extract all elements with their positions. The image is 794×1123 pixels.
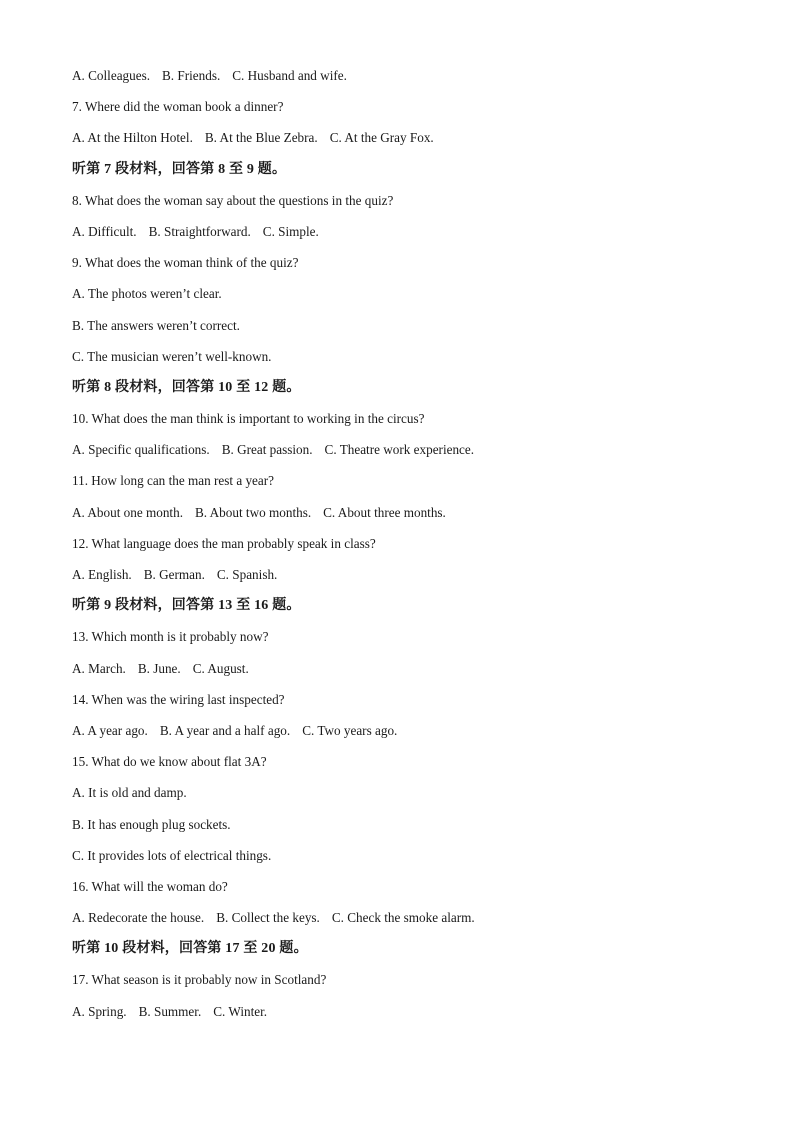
question-text: C. It provides lots of electrical things. <box>72 847 272 863</box>
answer-option: C. About three months. <box>323 504 446 520</box>
answer-options-row <box>72 908 732 939</box>
question-text: B. The answers weren’t correct. <box>72 317 240 333</box>
answer-option: A. At the Hilton Hotel. <box>72 130 193 146</box>
answer-options-row <box>72 565 732 596</box>
answer-options-row <box>72 128 732 159</box>
question-text: C. The musician weren’t well-known. <box>72 348 272 364</box>
answer-options-row <box>72 66 732 97</box>
answer-option: C. Simple. <box>262 223 319 239</box>
answer-option: A. Specific qualifications. <box>72 442 210 458</box>
answer-option: B. June. <box>137 660 181 676</box>
question-text: 7. Where did the woman book a dinner? <box>72 99 284 115</box>
answer-options-row <box>72 440 732 471</box>
question-text: 14. When was the wiring last inspected? <box>72 691 285 707</box>
question-text: 8. What does the woman say about the questions in the quiz? <box>72 192 394 208</box>
question-text: 11. How long can the man rest a year? <box>72 473 275 489</box>
question-text: 9. What does the woman think of the quiz? <box>72 255 299 271</box>
answer-options-row <box>72 721 732 752</box>
question-text: 13. Which month is it probably now? <box>72 629 269 645</box>
answer-option: A. March. <box>72 660 126 676</box>
answer-option: B. At the Blue Zebra. <box>204 130 318 146</box>
answer-option: B. About two months. <box>195 504 312 520</box>
answer-option: A. About one month. <box>72 504 183 520</box>
answer-options-row <box>72 222 732 253</box>
question-text: A. The photos weren’t clear. <box>72 286 222 302</box>
section-heading: 听第 10 段材料，回答第 17 至 20 题。 <box>72 941 308 957</box>
question-text: B. It has enough plug sockets. <box>72 816 231 832</box>
answer-option: B. Great passion. <box>221 442 313 458</box>
answer-options-row <box>72 659 732 690</box>
answer-option: A. English. <box>72 567 132 582</box>
section-heading: 听第 7 段材料，回答第 8 至 9 题。 <box>72 161 287 177</box>
answer-option: B. German. <box>143 567 205 582</box>
answer-option: C. At the Gray Fox. <box>329 130 434 146</box>
exam-page <box>72 66 732 1033</box>
answer-option: C. August. <box>192 660 249 676</box>
answer-option: C. Winter. <box>213 1003 268 1019</box>
answer-option: A. Difficult. <box>72 223 137 239</box>
answer-option: B. Straightforward. <box>148 223 251 239</box>
answer-option: A. Redecorate the house. <box>72 910 205 926</box>
answer-option: A. A year ago. <box>72 722 148 738</box>
answer-option: B. Summer. <box>138 1003 202 1019</box>
answer-option: A. Colleagues. <box>72 68 151 83</box>
answer-option: B. A year and a half ago. <box>159 722 291 738</box>
question-text: 16. What will the woman do? <box>72 878 228 894</box>
question-text: 15. What do we know about flat 3A? <box>72 754 267 770</box>
section-heading: 听第 8 段材料，回答第 10 至 12 题。 <box>72 379 301 395</box>
answer-options-row <box>72 503 732 534</box>
answer-option: C. Theatre work experience. <box>324 442 475 458</box>
question-text: A. It is old and damp. <box>72 785 187 801</box>
question-text: 10. What does the man think is important to working in the circus? <box>72 411 425 427</box>
answer-option: C. Spanish. <box>216 567 278 582</box>
question-text: 12. What language does the man probably speak in class? <box>72 535 376 551</box>
answer-option: C. Two years ago. <box>302 722 398 738</box>
answer-options-row <box>72 1002 732 1033</box>
question-text: 17. What season is it probably now in Scotland? <box>72 972 327 988</box>
answer-option: B. Collect the keys. <box>216 910 320 926</box>
answer-option: C. Husband and wife. <box>232 68 347 83</box>
answer-option: A. Spring. <box>72 1003 127 1019</box>
answer-option: B. Friends. <box>162 68 221 83</box>
answer-option: C. Check the smoke alarm. <box>331 910 475 926</box>
section-heading: 听第 9 段材料，回答第 13 至 16 题。 <box>72 598 301 614</box>
